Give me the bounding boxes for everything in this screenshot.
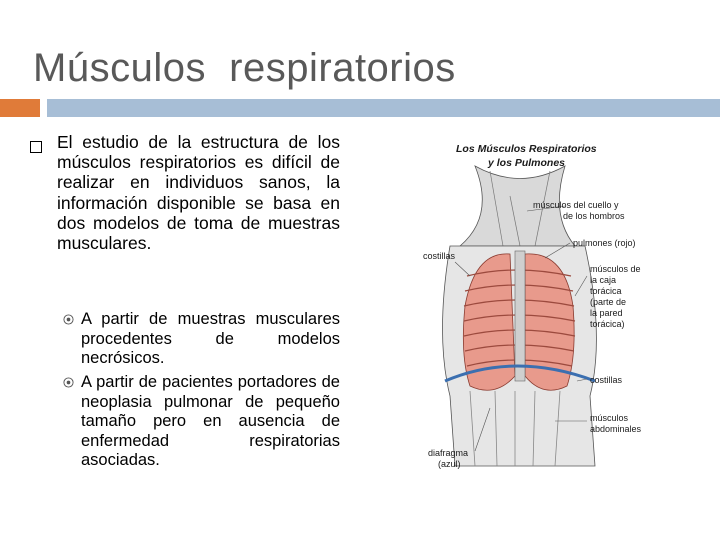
label-chest-muscles [590,264,641,330]
label-neck-muscles [533,200,625,222]
label-diaphragm-line2: (azul) [438,459,461,469]
figure-title-line1: Los Músculos Respiratorios [456,143,597,155]
target-bullet-icon [63,377,74,388]
label-abdominal-line2: abdominales [590,424,642,434]
label-chest-line4: (parte de [590,297,627,307]
accent-bar-blue [47,99,720,117]
label-chest-line2: la caja [590,275,617,285]
label-neck-muscles-line1: músculos del cuello y [533,200,619,210]
figure-title-line2: y los Pulmones [488,157,566,169]
label-lungs: pulmones (rojo) [573,238,636,248]
label-abdominal-muscles [590,413,641,435]
label-costillas-right: costillas [590,375,623,385]
label-chest-line3: torácica [590,286,622,296]
slide-title: Músculos respiratorios [33,46,456,90]
sub-item-necrosicos: A partir de muestras musculares procedentes de modelos necrósicos. [81,310,340,367]
label-abdominal-line1: músculos [590,413,629,423]
label-diaphragm-line1: diafragma [428,448,469,458]
label-diaphragm [428,448,468,470]
accent-bar-orange [0,99,40,117]
label-neck-muscles-line2: de los hombros [563,211,625,221]
label-chest-line5: la pared [590,308,623,318]
main-paragraph: El estudio de la estructura de los músculos respiratorios es difícil de realizar en individuos sanos, la información disponible se basa en dos modelos de toma de muestras musculares. [57,132,340,254]
label-chest-line1: músculos de [590,264,641,274]
label-costillas-left: costillas [423,251,456,261]
sub-item-pacientes: A partir de pacientes portadores de neoplasia pulmonar de pequeño tamaño pero en ausencia de enfermedad respiratorias asociadas. [81,373,340,469]
target-bullet-icon [63,314,74,325]
figure-title [456,142,597,170]
square-bullet-icon [30,141,42,153]
label-chest-line6: torácica) [590,319,625,329]
